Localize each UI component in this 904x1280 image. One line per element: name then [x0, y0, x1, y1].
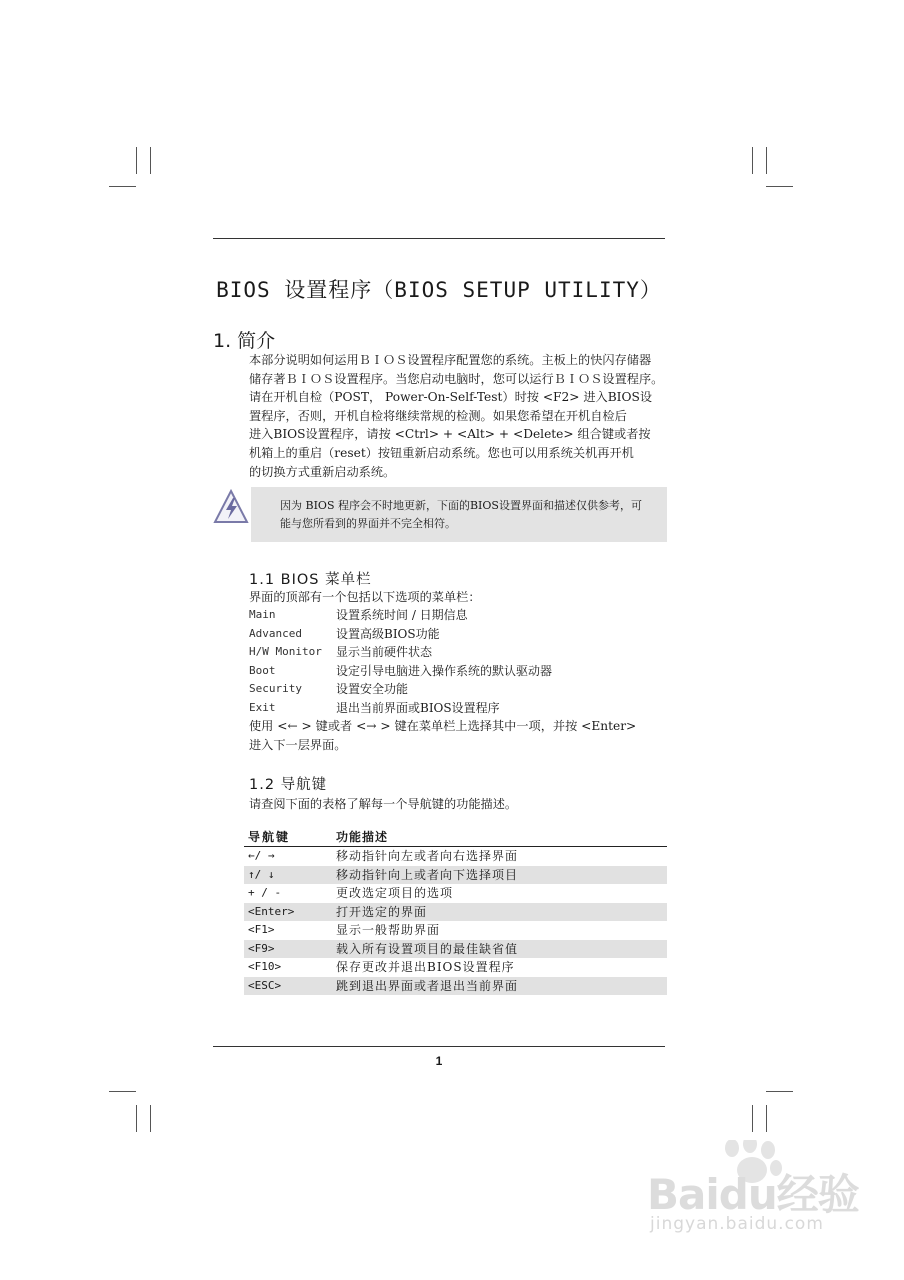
- paragraph-line: 请在开机自检（POST， Power-On-Self-Test）时按 <F2> 进入BIOS设: [249, 390, 653, 405]
- note-text: [280, 497, 660, 533]
- table-row: [244, 958, 667, 977]
- intro-paragraph: [249, 351, 669, 481]
- table-row: [244, 921, 667, 940]
- crop-mark: [766, 1091, 793, 1092]
- nav-key: + / -: [248, 886, 282, 899]
- crop-mark: [752, 1105, 753, 1132]
- table-row: [244, 884, 667, 903]
- nav-desc: 移动指针向上或者向下选择项目: [336, 867, 519, 882]
- section-heading-intro: 1. 简介: [213, 330, 276, 352]
- menu-list: [249, 606, 552, 717]
- menu-desc: 退出当前界面或BIOS设置程序: [336, 700, 500, 715]
- table-body: [244, 847, 667, 995]
- nav-key: ←/ →: [248, 849, 275, 862]
- crop-mark: [109, 186, 136, 187]
- column-header-key: 导航键: [248, 830, 291, 844]
- nav-desc: 显示一般帮助界面: [336, 923, 441, 937]
- note-line: 因为 BIOS 程序会不时地更新，下面的BIOS设置界面和描述仅供参考，可: [280, 499, 642, 512]
- nav-key: <ESC>: [248, 978, 282, 992]
- menu-desc: 显示当前硬件状态: [336, 645, 433, 659]
- paragraph-line: 置程序，否则，开机自检将继续常规的检测。如果您希望在开机自检后: [249, 408, 627, 423]
- nav-keys-intro: 请查阅下面的表格了解每一个导航键的功能描述。: [249, 797, 518, 811]
- table-row: [244, 977, 667, 996]
- list-item: [249, 643, 552, 662]
- nav-desc: 移动指针向左或者向右选择界面: [336, 849, 519, 863]
- paragraph-line: 的切换方式重新启动系统。: [249, 464, 396, 479]
- table-row: [244, 940, 667, 959]
- crop-mark: [109, 1091, 136, 1092]
- nav-key: <Enter>: [248, 904, 295, 918]
- menu-desc: 设置高级BIOS功能: [336, 626, 440, 641]
- footer-rule: [213, 1046, 665, 1047]
- warning-icon: [213, 488, 249, 526]
- section-heading-nav-keys: 1.2 导航键: [249, 777, 328, 793]
- paragraph-line: 进入BIOS设置程序，请按 <Ctrl> + <Alt> + <Delete> 组合键或者按: [249, 427, 651, 442]
- menu-key: Boot: [249, 663, 276, 677]
- crop-mark: [752, 147, 753, 174]
- nav-keys-table: [244, 829, 667, 995]
- nav-desc: 载入所有设置项目的最佳缺省值: [336, 941, 519, 956]
- menu-key: Security: [249, 682, 302, 695]
- menu-key: Exit: [249, 700, 276, 714]
- list-item: [249, 662, 552, 681]
- paragraph-line: 机箱上的重启（reset）按钮重新启动系统。您也可以用系统关机再开机: [249, 445, 634, 460]
- header-rule: [213, 238, 665, 239]
- watermark-brand: Baidu经验: [647, 1170, 859, 1219]
- nav-desc: 打开选定的界面: [336, 904, 428, 919]
- table-row: [244, 903, 667, 922]
- crop-mark: [150, 1105, 151, 1132]
- crop-mark: [766, 147, 767, 174]
- page-title: BIOS 设置程序（BIOS SETUP UTILITY）: [216, 278, 662, 302]
- crop-mark: [766, 186, 793, 187]
- menu-key: H/W Monitor: [249, 645, 322, 658]
- menu-usage-line: 进入下一层界面。: [249, 738, 347, 752]
- crop-mark: [136, 1105, 137, 1132]
- nav-desc: 保存更改并退出BIOS设置程序: [336, 960, 515, 974]
- page-number: 1: [435, 1054, 443, 1068]
- section-heading-menu-bar: 1.1 BIOS 菜单栏: [249, 572, 372, 588]
- paragraph-line: 本部分说明如何运用ＢＩＯＳ设置程序配置您的系统。主板上的快闪存储器: [249, 353, 652, 367]
- list-item: [249, 680, 552, 699]
- menu-bar-intro: 界面的顶部有一个包括以下选项的菜单栏：: [249, 590, 481, 604]
- nav-key: <F1>: [248, 923, 275, 936]
- nav-desc: 跳到退出界面或者退出当前界面: [336, 978, 519, 993]
- list-item: [249, 606, 552, 625]
- menu-key: Advanced: [249, 626, 302, 640]
- paragraph-line: 储存著ＢＩＯＳ设置程序。当您启动电脑时，您可以运行ＢＩＯＳ设置程序。: [249, 371, 664, 386]
- nav-key: <F10>: [248, 960, 282, 973]
- menu-desc: 设置系统时间 / 日期信息: [336, 608, 468, 622]
- note-line: 能与您所看到的界面并不完全相符。: [280, 517, 456, 530]
- crop-mark: [766, 1105, 767, 1132]
- table-row: [244, 866, 667, 885]
- nav-key: <F9>: [248, 941, 275, 955]
- list-item: [249, 625, 552, 644]
- menu-key: Main: [249, 608, 276, 621]
- list-item: [249, 699, 552, 718]
- menu-desc: 设定引导电脑进入操作系统的默认驱动器: [336, 663, 553, 678]
- menu-usage-line: 使用 <← > 键或者 <→ > 键在菜单栏上选择其中一项，并按 <Enter>: [249, 719, 637, 733]
- column-header-desc: 功能描述: [336, 830, 389, 844]
- table-header: [244, 829, 667, 847]
- crop-mark: [150, 147, 151, 174]
- watermark-url: jingyan.baidu.com: [650, 1214, 824, 1234]
- table-row: [244, 847, 667, 866]
- nav-key: ↑/ ↓: [248, 867, 275, 881]
- crop-mark: [136, 147, 137, 174]
- menu-desc: 设置安全功能: [336, 682, 409, 696]
- nav-desc: 更改选定项目的选项: [336, 886, 454, 900]
